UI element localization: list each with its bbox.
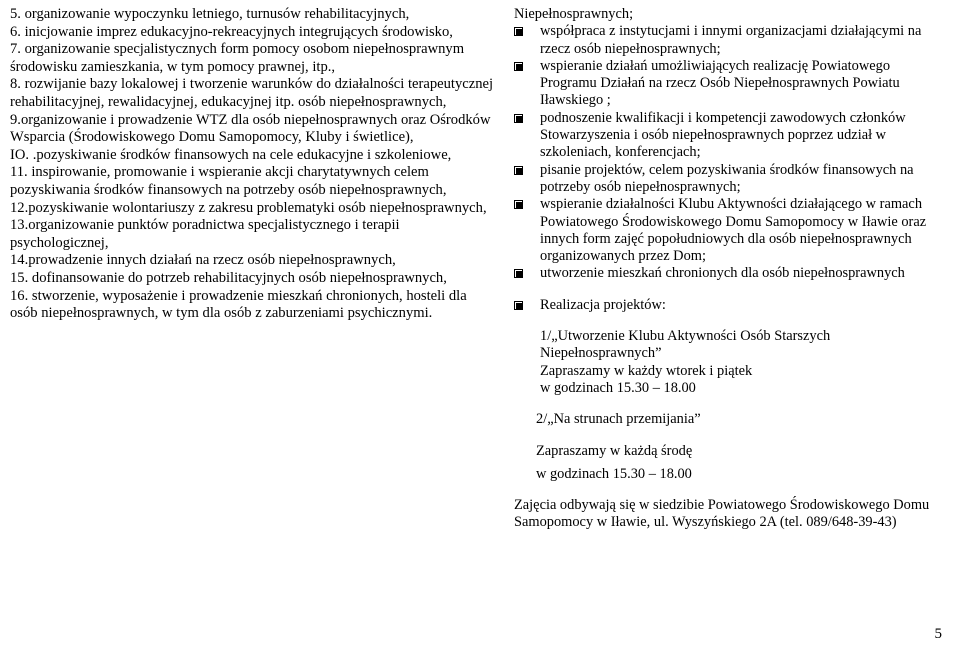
list-item: 6. inicjowanie imprez edukacyjno-rekreacyjnych integrujących środowisko, <box>10 23 453 40</box>
list-item: IO. .pozyskiwanie środków finansowych na cele edukacyjne i szkoleniowe, <box>10 146 452 163</box>
bullet-icon <box>514 269 523 278</box>
list-item: 12.pozyskiwanie wolontariuszy z zakresu problematyki osób niepełnosprawnych, <box>10 199 487 216</box>
lead-text: Niepełnosprawnych; <box>514 6 634 22</box>
closing-paragraph: Zajęcia odbywają się w siedzibie Powiatowego Środowiskowego Domu Samopomocy w Iławie, ul. Wyszyńskiego 2A (tel. 089/648-39-43) <box>514 497 930 531</box>
bullet-item <box>514 196 950 265</box>
list-item: 14.prowadzenie innych działań na rzecz osób niepełnosprawnych, <box>10 252 396 269</box>
project-1-line-1: Zapraszamy w każdy wtorek i piątek <box>540 362 753 379</box>
bullet-icon <box>514 27 523 36</box>
project-1-line-2: w godzinach 15.30 – 18.00 <box>540 379 696 396</box>
project-2-title: 2/„Na strunach przemijania” <box>536 411 701 428</box>
bullet-item <box>514 265 950 282</box>
list-item: 16. stworzenie, wyposażenie i prowadzenie mieszkań chronionych, hosteli dla osób niepełnosprawnych, w tym dla osób z zaburzeniami psychicznymi. <box>10 287 467 322</box>
project-2-line-1: Zapraszamy w każdą środę <box>536 442 693 459</box>
bullet-icon <box>514 301 523 310</box>
bullet-icon <box>514 166 523 175</box>
left-column <box>10 6 494 323</box>
list-item: 13.organizowanie punktów poradnictwa specjalistycznego i terapii psychologicznej, <box>10 217 400 251</box>
bullet-text: pisanie projektów, celem pozyskiwania środków finansowych na potrzeby osób niepełnosprawnych; <box>540 161 914 195</box>
project-2-line-2: w godzinach 15.30 – 18.00 <box>536 465 692 482</box>
list-item: 7. organizowanie specjalistycznych form pomocy osobom niepełnosprawnym środowisku zamieszkania, w tym pomocy prawnej, itp., <box>10 41 465 75</box>
right-column <box>514 6 950 532</box>
bullet-item <box>514 162 950 197</box>
list-item: 5. organizowanie wypoczynku letniego, turnusów rehabilitacyjnych, <box>10 6 410 22</box>
bullet-text: wspieranie działalności Klubu Aktywności działającego w ramach Powiatowego Środowiskowego Domu Samopomocy w Iławie oraz innych form zajęć popołudniowych dla osób niepełnosprawnych organizowanych przez Dom; <box>540 196 927 265</box>
project-1-title: 1/„Utworzenie Klubu Aktywności Osób Starszych Niepełnosprawnych” <box>540 328 831 362</box>
bullet-text: utworzenie mieszkań chronionych dla osób niepełnosprawnych <box>540 265 905 282</box>
list-item: 8. rozwijanie bazy lokalowej i tworzenie warunków do działalności terapeutycznej rehabilitacyjnej, rewalidacyjnej, edukacyjnej itp. osób niepełnosprawnych, <box>10 76 494 110</box>
bullet-item <box>514 110 950 162</box>
bullet-icon <box>514 114 523 123</box>
bullet-icon <box>514 200 523 209</box>
bullet-text: podnoszenie kwalifikacji i kompetencji zawodowych członków Stowarzyszenia i osób niepełnosprawnych poprzez udział w szkoleniach, konferencjach; <box>540 109 906 161</box>
project-1-schedule <box>514 363 950 380</box>
bullet-item <box>514 58 950 110</box>
projects-heading <box>514 297 950 314</box>
projects-heading-text: Realizacja projektów: <box>540 296 666 313</box>
list-item: 15. dofinansowanie do potrzeb rehabilitacyjnych osób niepełnosprawnych, <box>10 269 447 286</box>
list-item: 9.organizowanie i prowadzenie WTZ dla osób niepełnosprawnych oraz Ośrodków Wsparcia (Środowiskowego Domu Samopomocy, Kluby i świetlice), <box>10 111 491 146</box>
bullet-item <box>514 23 950 58</box>
list-item: 11. inspirowanie, promowanie i wspieranie akcji charytatywnych celem pozyskiwania środków finansowych na potrzeby osób niepełnosprawnych, <box>10 164 447 198</box>
page-number: 5 <box>934 626 942 642</box>
bullet-text: wspieranie działań umożliwiających realizację Powiatowego Programu Działań na rzecz Osób Niepełnosprawnych Powiatu Iławskiego ; <box>540 57 900 109</box>
bullet-text: współpraca z instytucjami i innymi organizacjami działającymi na rzecz osób niepełnosprawnych; <box>540 23 922 57</box>
project-1-hours <box>514 380 950 397</box>
bullet-icon <box>514 62 523 71</box>
